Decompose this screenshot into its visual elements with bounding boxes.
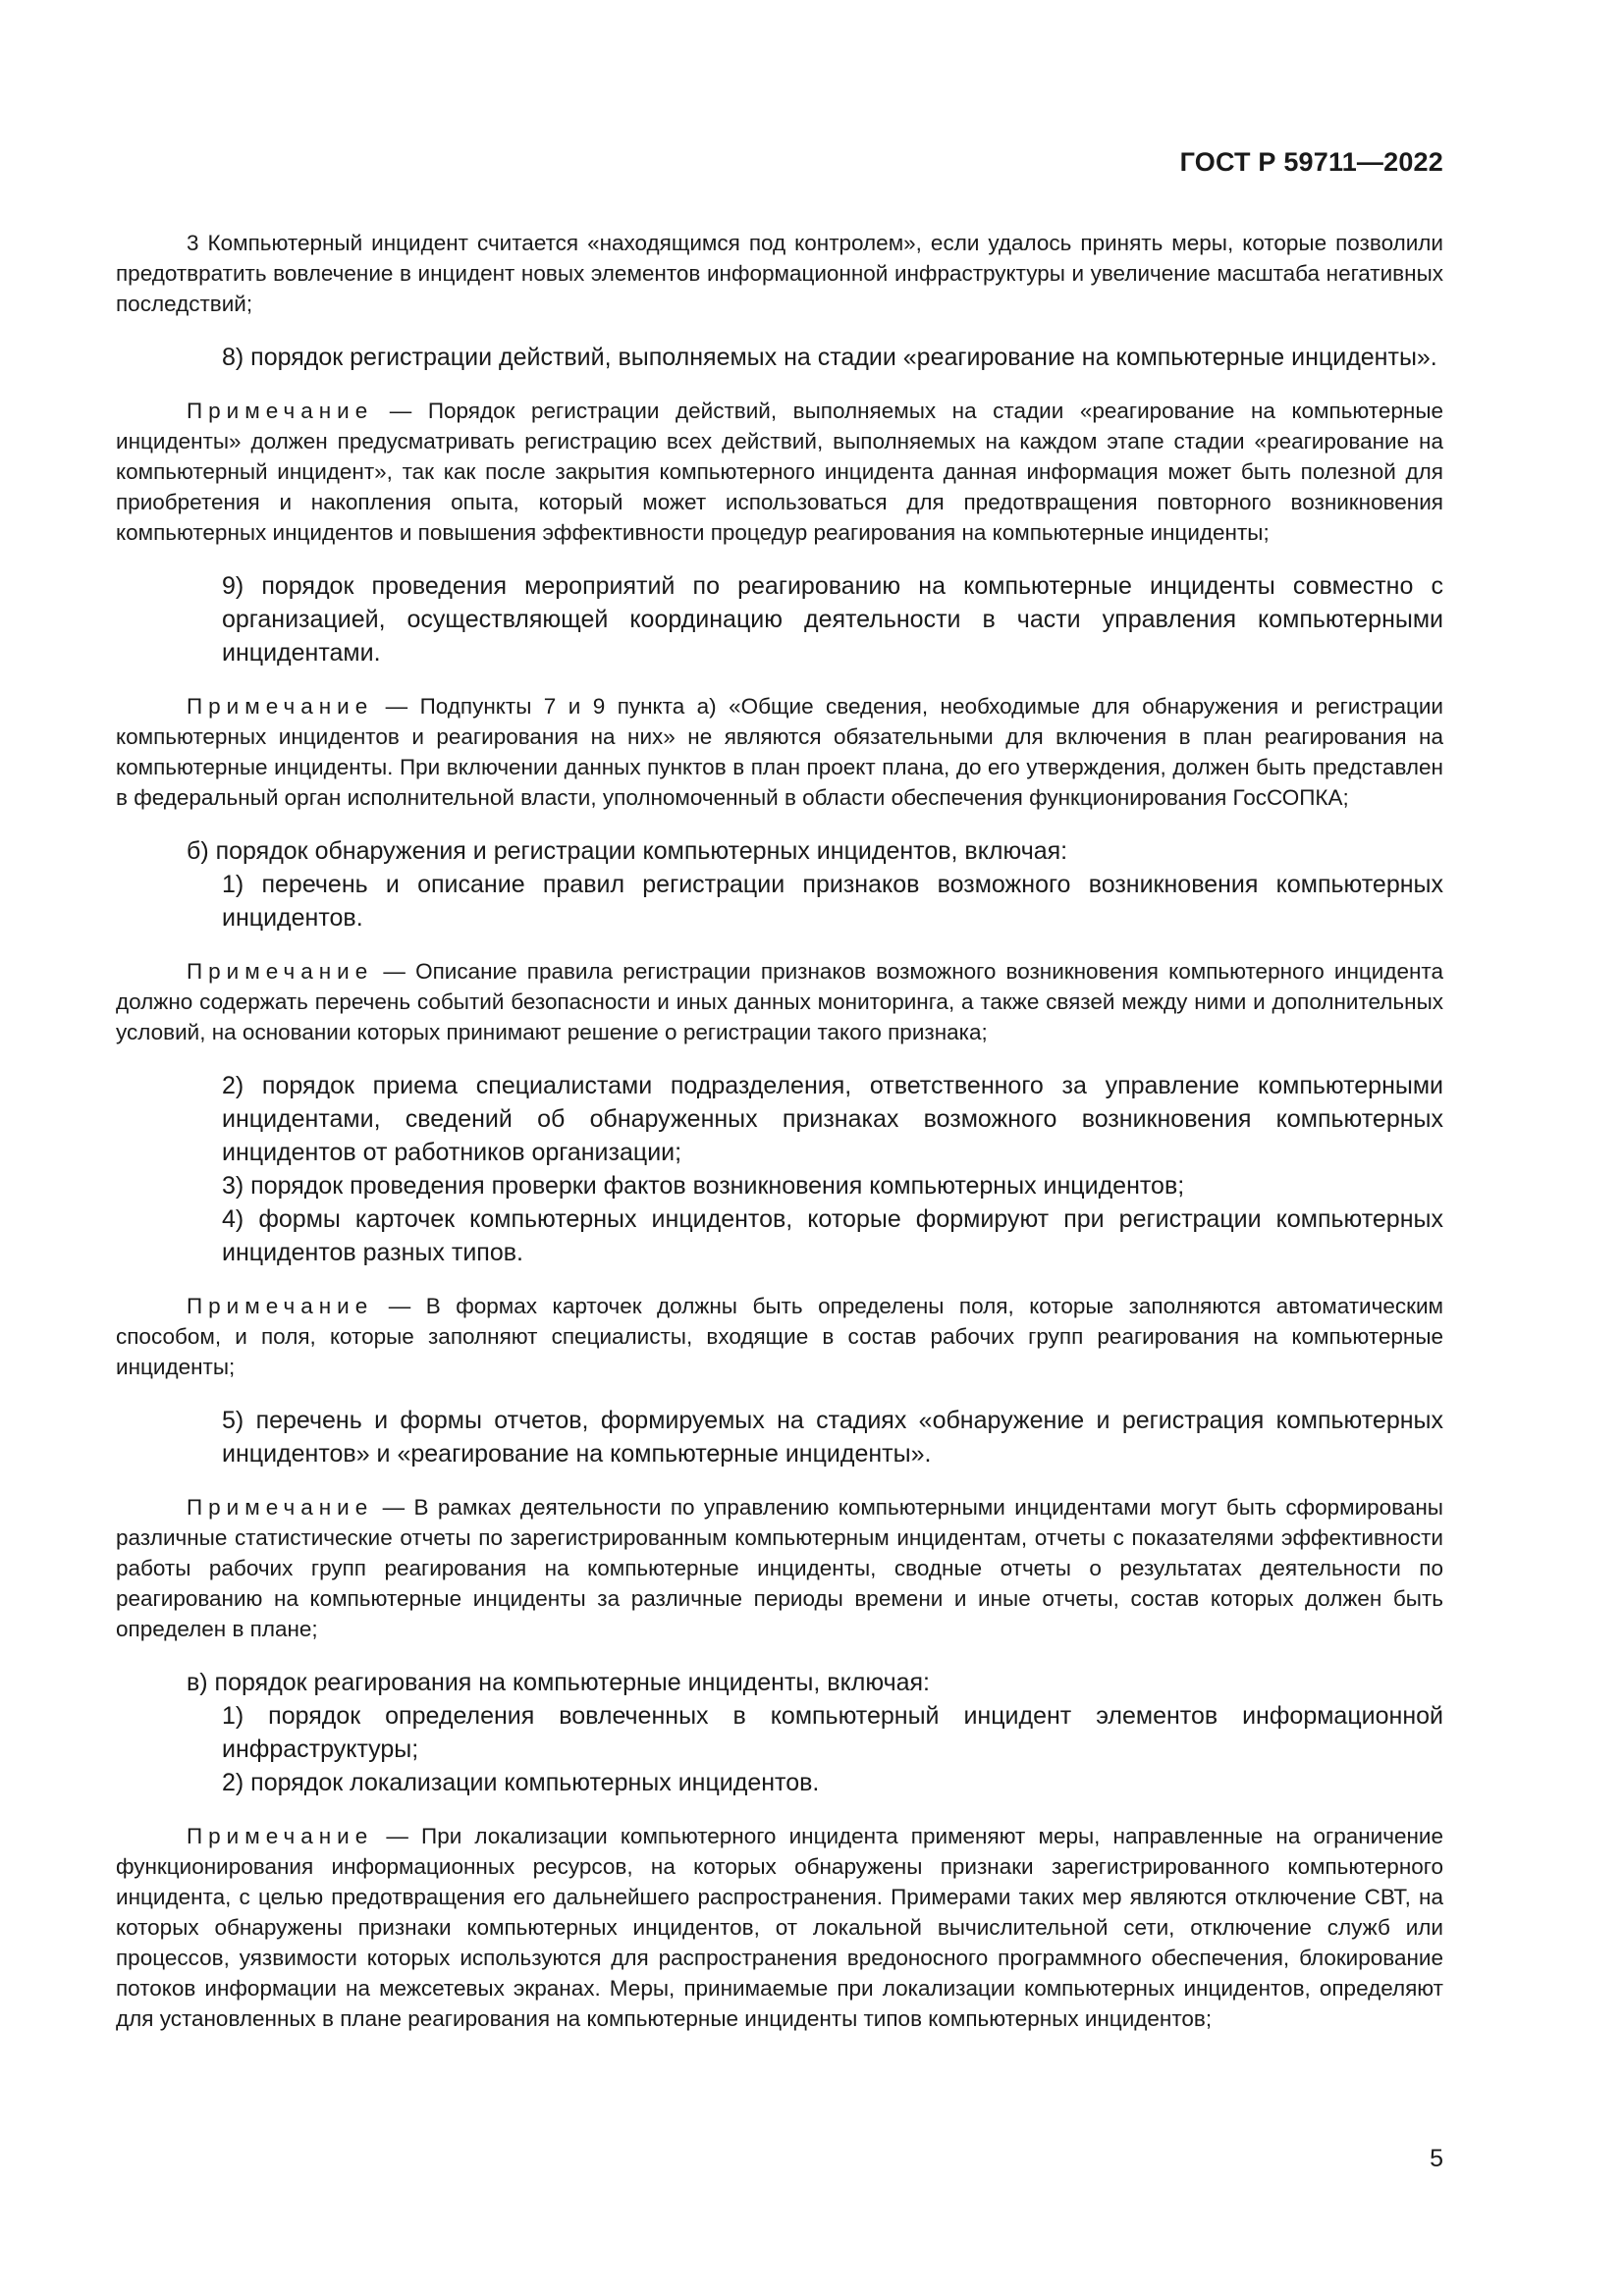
note-text: При локализации компьютерного инцидента применяют меры, направленные на ограничение функционирования информационных ресурсов, на которых обнаружены признаки зарегистрированного компьютерного инцидента, с целью предотвращения его дальнейшего распространения. Примерами таких мер являются отключение СВТ, на которых обнаружены признаки компьютерных инцидентов, от локальной вычислительной сети, отключение служб или процессов, уязвимости которых используются для распространения вредоносного программного обеспечения, блокирование потоков информации на межсетевых экранах. Меры, принимаемые при локализации компьютерных инцидентов, определяют для установленных в плане реагирования на компьютерные инциденты типов компьютерных инцидентов;	[116, 1824, 1443, 2031]
note-text: Описание правила регистрации признаков возможного возникновения компьютерного инцидента должно содержать перечень событий безопасности и иных данных мониторинга, а также связей между ними и дополнительных условий, на основании которых принимают решение о регистрации такого признака;	[116, 959, 1443, 1044]
list-item-v2: 2) порядок локализации компьютерных инцидентов.	[222, 1769, 820, 1796]
note-2	[116, 691, 1443, 813]
note-label: Примечание	[187, 959, 374, 984]
list-item-b5: 5) перечень и формы отчетов, формируемых на стадиях «обнаружение и регистрация компьютерных инцидентов» и «реагирование на компьютерные инциденты».	[222, 1407, 1443, 1468]
note-label: Примечание	[187, 694, 374, 719]
note-dash: —	[373, 694, 420, 719]
list-item-v1: 1) порядок определения вовлеченных в компьютерный инцидент элементов информационной инфраструктуры;	[222, 1702, 1443, 1763]
note-dash: —	[373, 1294, 426, 1318]
note-1	[116, 396, 1443, 548]
list-item-b4: 4) формы карточек компьютерных инцидентов, которые формируют при регистрации компьютерных инцидентов разных типов.	[222, 1205, 1443, 1266]
note-6	[116, 1821, 1443, 2034]
section-b-heading: б) порядок обнаружения и регистрации компьютерных инцидентов, включая:	[187, 837, 1068, 865]
note-3	[116, 956, 1443, 1047]
section-v-heading: в) порядок реагирования на компьютерные инциденты, включая:	[187, 1669, 930, 1696]
note-label: Примечание	[187, 1495, 374, 1520]
document-body	[116, 228, 1443, 2034]
note-label: Примечание	[187, 1824, 374, 1848]
note-text: В рамках деятельности по управлению компьютерными инцидентами могут быть сформированы различные статистические отчеты по зарегистрированным компьютерным инцидентам, отчеты с показателями эффективности работы рабочих групп реагирования на компьютерные инциденты, сводные отчеты о результатах деятельности по реагированию на компьютерные инциденты за различные периоды времени и иные отчеты, состав которых должен быть определен в плане;	[116, 1495, 1443, 1641]
note-label: Примечание	[187, 399, 374, 423]
note-5	[116, 1492, 1443, 1644]
list-item-8: 8) порядок регистрации действий, выполняемых на стадии «реагирование на компьютерные инциденты».	[222, 344, 1437, 371]
list-item-9: 9) порядок проведения мероприятий по реагированию на компьютерные инциденты совместно с организацией, осуществляющей координацию деятельности в части управления компьютерными инцидентами.	[222, 572, 1443, 667]
note-4	[116, 1291, 1443, 1382]
list-item-b3: 3) порядок проведения проверки фактов возникновения компьютерных инцидентов;	[222, 1172, 1185, 1200]
note-text: Подпункты 7 и 9 пункта а) «Общие сведения, необходимые для обнаружения и регистрации компьютерных инцидентов и реагирования на них» не являются обязательными для включения в план реагирования на компьютерные инциденты. При включении данных пунктов в план проект плана, до его утверждения, должен быть представлен в федеральный орган исполнительной власти, уполномоченный в области обеспечения функционирования ГосСОПКА;	[116, 694, 1443, 810]
note-label: Примечание	[187, 1294, 374, 1318]
note-dash: —	[373, 1824, 422, 1848]
page-number: 5	[1430, 2145, 1443, 2172]
list-item-b1: 1) перечень и описание правил регистрации признаков возможного возникновения компьютерных инцидентов.	[222, 871, 1443, 932]
list-item-b2: 2) порядок приема специалистами подразделения, ответственного за управление компьютерными инцидентами, сведений об обнаруженных признаках возможного возникновения компьютерных инцидентов от работников организации;	[222, 1072, 1443, 1166]
note-dash: —	[373, 1495, 414, 1520]
document-code: ГОСТ Р 59711—2022	[1179, 147, 1443, 177]
paragraph-controlled-incident: 3 Компьютерный инцидент считается «находящимся под контролем», если удалось принять меры, которые позволили предотвратить вовлечение в инцидент новых элементов информационной инфраструктуры и увеличение масштаба негативных последствий;	[116, 231, 1443, 316]
note-text: В формах карточек должны быть определены поля, которые заполняются автоматическим способом, и поля, которые заполняют специалисты, входящие в состав рабочих групп реагирования на компьютерные инциденты;	[116, 1294, 1443, 1379]
note-dash: —	[373, 959, 416, 984]
note-text: Порядок регистрации действий, выполняемых на стадии «реагирование на компьютерные инциденты» должен предусматривать регистрацию всех действий, выполняемых на каждом этапе стадии «реагирование на компьютерный инцидент», так как после закрытия компьютерного инцидента данная информация может быть полезной для приобретения и накопления опыта, который может использоваться для предотвращения повторного возникновения компьютерных инцидентов и повышения эффективности процедур реагирования на компьютерные инциденты;	[116, 399, 1443, 545]
note-dash: —	[373, 399, 428, 423]
